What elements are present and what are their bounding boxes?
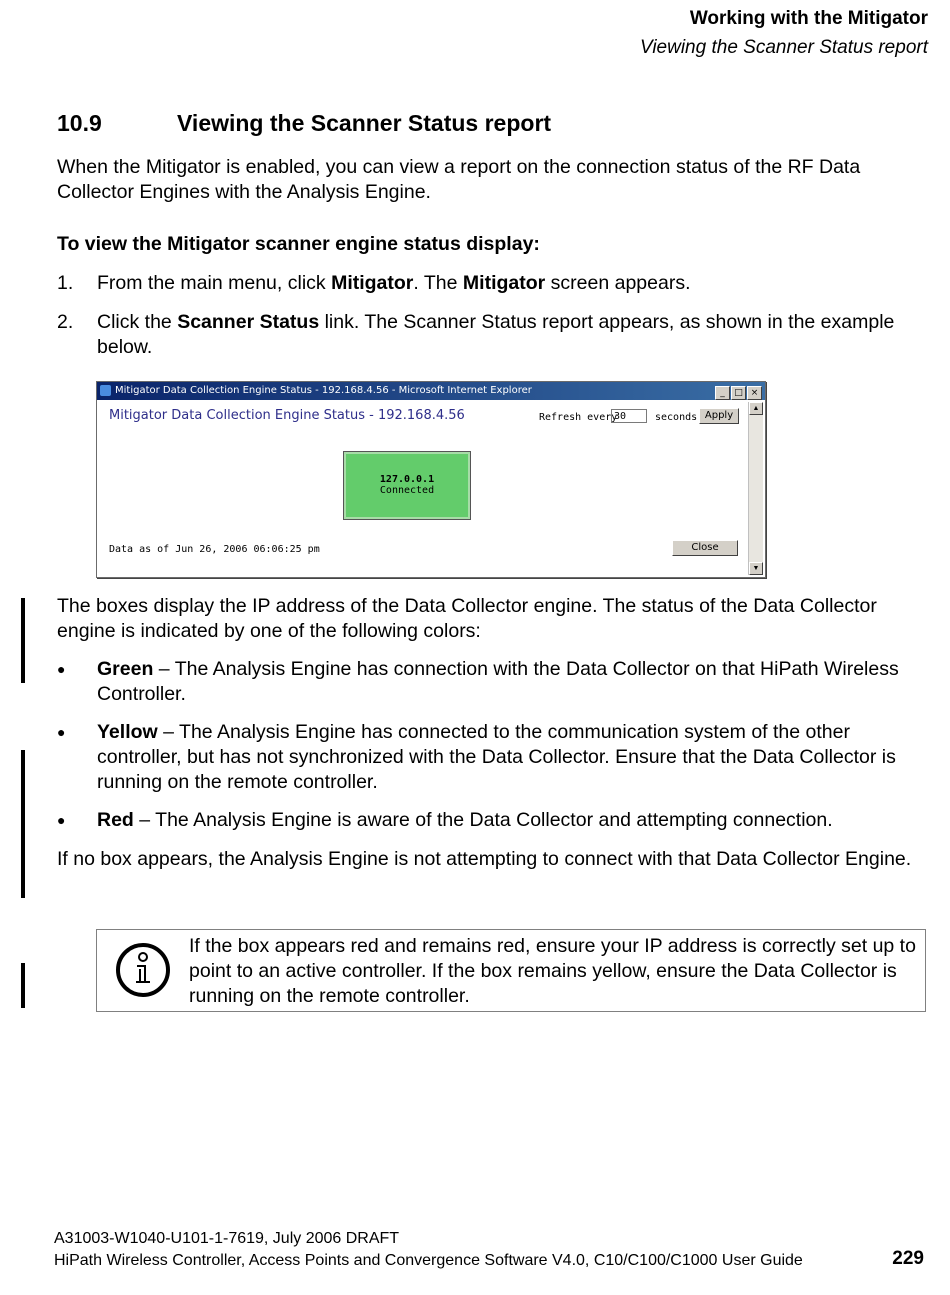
- refresh-interval-input[interactable]: 30: [611, 409, 647, 423]
- close-icon[interactable]: ×: [747, 386, 762, 400]
- step-2: [57, 310, 927, 360]
- step-number: 1.: [57, 272, 74, 294]
- change-bar: [21, 963, 25, 1008]
- step-1: [57, 271, 927, 296]
- refresh-label: Refresh every: [539, 412, 618, 423]
- footer-title: HiPath Wireless Controller, Access Points and Convergence Software V4.0, C10/C100/C1000 User Guide: [54, 1252, 803, 1269]
- step-text: screen appears.: [545, 272, 691, 294]
- footer-doc-id: A31003-W1040-U101-1-7619, July 2006 DRAFT: [54, 1230, 400, 1247]
- maximize-icon[interactable]: □: [731, 386, 746, 400]
- bullet-text: – The Analysis Engine is aware of the Data Collector and attempting connection.: [133, 809, 833, 831]
- bullet-green: [57, 657, 927, 707]
- note-text: If the box appears red and remains red, ensure your IP address is correctly set up to point to an active controller. If the box remains yellow, ensure the Data Collector is running on the remote controller.: [189, 935, 916, 1007]
- bullet-term: Yellow: [97, 721, 158, 743]
- step-text: From the main menu, click: [97, 272, 332, 294]
- info-icon: [115, 942, 171, 998]
- change-bar: [21, 750, 25, 898]
- no-box-paragraph: If no box appears, the Analysis Engine is not attempting to connect with that Data Collector Engine.: [57, 848, 912, 870]
- engine-status-box: [343, 451, 471, 520]
- bullet-term: Red: [97, 809, 134, 831]
- bullet-icon: ●: [57, 812, 66, 828]
- bullet-text: – The Analysis Engine has connected to the communication system of the other controller, but has not synchronized with the Data Collector. Ensure that the Data Collector is running on the remote controller.: [97, 721, 896, 793]
- step-text: Click the: [97, 311, 178, 333]
- scroll-down-icon[interactable]: ▼: [749, 562, 763, 575]
- procedure-heading: To view the Mitigator scanner engine status display:: [57, 233, 540, 255]
- step-bold-term: Mitigator: [462, 272, 546, 294]
- step-number: 2.: [57, 311, 74, 333]
- section-title: Viewing the Scanner Status report: [177, 110, 552, 136]
- info-note: [96, 929, 926, 1012]
- minimize-icon[interactable]: _: [715, 386, 730, 400]
- bullet-icon: ●: [57, 724, 66, 740]
- internet-explorer-icon: [100, 385, 111, 396]
- engine-ip: 127.0.0.1: [379, 474, 435, 485]
- running-header-subtitle: Viewing the Scanner Status report: [640, 37, 928, 58]
- colors-paragraph: The boxes display the IP address of the Data Collector engine. The status of the Data Collector engine is indicated by one of the following colors:: [57, 595, 877, 642]
- seconds-label: seconds: [655, 412, 698, 423]
- apply-button[interactable]: Apply: [699, 408, 739, 424]
- vertical-scrollbar[interactable]: [748, 402, 763, 575]
- bullet-yellow: [57, 720, 927, 795]
- bullet-text: – The Analysis Engine has connection with the Data Collector on that HiPath Wireless Controller.: [97, 658, 899, 705]
- step-text: . The: [413, 272, 463, 294]
- bullet-icon: ●: [57, 661, 66, 677]
- data-timestamp: Data as of Jun 26, 2006 06:06:25 pm: [109, 544, 320, 555]
- window-body: [99, 402, 747, 575]
- bullet-red: [57, 808, 927, 833]
- step-bold-term: Scanner Status: [177, 311, 320, 333]
- window-title: Mitigator Data Collection Engine Status - 192.168.4.56 - Microsoft Internet Explorer: [115, 385, 532, 396]
- screenshot-window: [96, 381, 766, 578]
- bullet-term: Green: [97, 658, 154, 680]
- section-heading: [57, 110, 551, 137]
- step-bold-term: Mitigator: [331, 272, 414, 294]
- close-button[interactable]: Close: [672, 540, 738, 556]
- change-bar: [21, 598, 25, 683]
- step-text: link. The Scanner Status report appears, as shown in the example below.: [97, 311, 895, 358]
- intro-paragraph: When the Mitigator is enabled, you can view a report on the connection status of the RF Data Collector Engines with the Analysis Engine.: [57, 156, 861, 203]
- window-titlebar: [97, 382, 765, 400]
- page-number: 229: [892, 1248, 924, 1269]
- engine-status: Connected: [379, 485, 435, 496]
- section-number: 10.9: [57, 110, 102, 136]
- report-title: Mitigator Data Collection Engine Status - 192.168.4.56: [109, 408, 465, 423]
- scroll-up-icon[interactable]: ▲: [749, 402, 763, 415]
- running-header-title: Working with the Mitigator: [689, 8, 928, 29]
